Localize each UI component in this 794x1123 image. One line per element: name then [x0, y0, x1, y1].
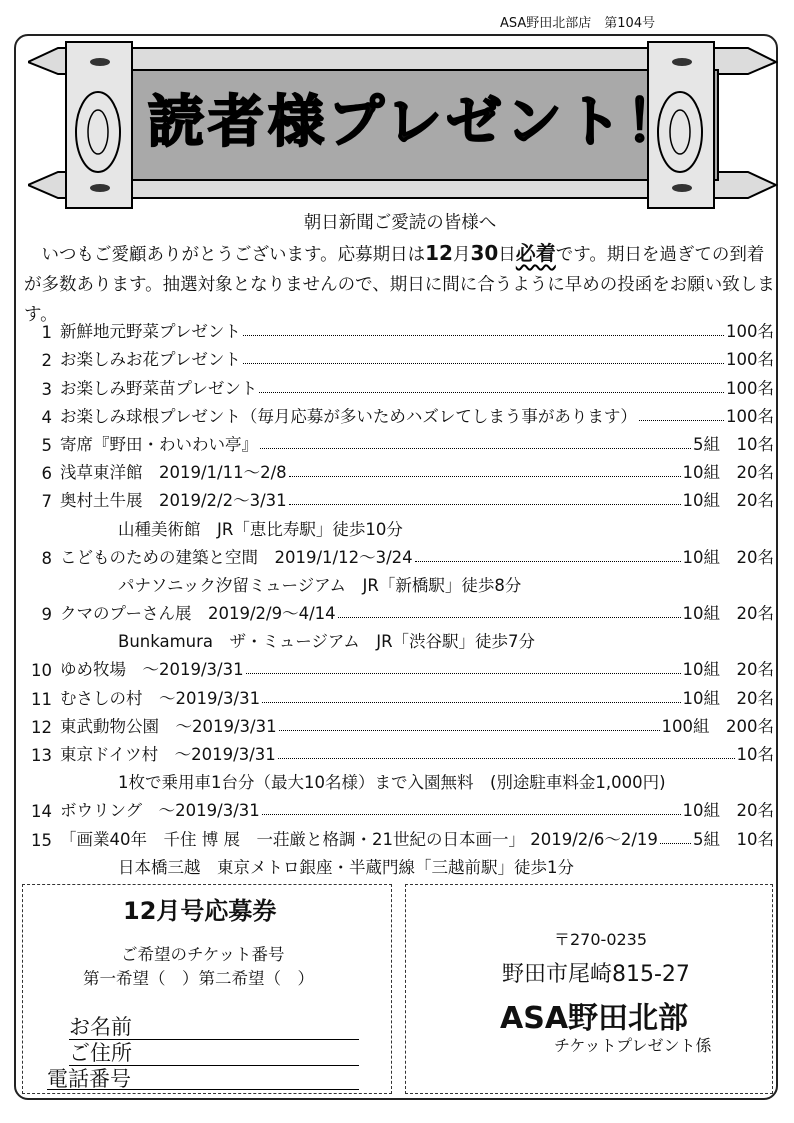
prize-number: 7 — [41, 492, 52, 512]
banner-title: 読者様プレゼント！ — [148, 90, 686, 155]
prize-row — [26, 370, 774, 398]
prize-quantity: 10組 20名 — [682, 547, 774, 567]
prize-venue-note — [26, 624, 774, 652]
prize-name: 寄席『野田・わいわい亭』 — [60, 434, 258, 454]
prize-number: 1 — [41, 323, 52, 343]
prize-quantity: 5組 10名 — [693, 434, 774, 454]
dot-leader — [279, 730, 660, 731]
dot-leader — [289, 504, 681, 505]
prize-name: 浅草東洋館 2019/1/11～2/8 — [60, 463, 287, 483]
dot-leader — [289, 476, 681, 477]
prize-quantity: 10名 — [736, 745, 774, 764]
prize-number: 9 — [41, 605, 52, 625]
dot-leader — [246, 673, 681, 674]
prize-quantity: 100名 — [726, 322, 774, 342]
prize-row — [26, 821, 774, 849]
coupon-ticket-number-label: ご希望のチケット番号 — [121, 945, 285, 964]
prize-row — [26, 596, 774, 624]
phone-label: 電話番号 — [47, 1067, 131, 1091]
prize-number: 2 — [41, 351, 52, 371]
prize-number: 4 — [41, 407, 52, 427]
prize-quantity: 10組 20名 — [682, 604, 774, 624]
prize-list — [26, 314, 774, 878]
venue-note-text: 日本橋三越 東京メトロ銀座・半蔵門線「三越前駅」徒歩1分 — [118, 857, 574, 877]
coupon-title: 12月号応募券 — [123, 897, 277, 925]
prize-quantity: 10組 20名 — [682, 660, 774, 680]
name-label: お名前 — [69, 1015, 132, 1039]
prize-row — [26, 399, 774, 427]
dot-leader — [660, 843, 691, 844]
prize-name: ボウリング ～2019/3/31 — [60, 801, 260, 821]
intro-section — [24, 208, 776, 330]
prize-row — [26, 483, 774, 511]
venue-note-text: 1枚で乗用車1台分（最大10名様）まで入園無料 (別途駐車料金1,000円) — [118, 773, 666, 793]
recipient-name: ASA野田北部 — [500, 1001, 689, 1036]
prize-row — [26, 680, 774, 708]
prize-row — [26, 314, 774, 342]
issue-header: ASA野田北部店 第104号 — [500, 16, 656, 31]
prize-number: 8 — [41, 548, 52, 568]
dot-leader — [259, 392, 724, 393]
coupon-preference-line: 第一希望（ ）第二希望（ ） — [83, 969, 314, 988]
address-label: ご住所 — [69, 1041, 132, 1065]
prize-number: 3 — [41, 379, 52, 399]
prize-venue-note — [26, 850, 774, 878]
prize-venue-note — [26, 765, 774, 793]
application-coupon — [22, 884, 392, 1094]
prize-row — [26, 342, 774, 370]
prize-row — [26, 455, 774, 483]
venue-note-text: パナソニック汐留ミュージアム JR「新橋駅」徒歩8分 — [118, 575, 522, 595]
venue-note-text: 山種美術館 JR「恵比寿駅」徒歩10分 — [118, 519, 403, 539]
city-address: 野田市尾崎815-27 — [502, 962, 690, 987]
prize-row — [26, 427, 774, 455]
prize-name: お楽しみお花プレゼント — [60, 350, 241, 370]
prize-row — [26, 709, 774, 737]
mailing-address — [405, 884, 773, 1094]
deadline-day: 30 — [470, 241, 499, 265]
dot-leader — [338, 617, 681, 618]
dot-leader — [639, 420, 724, 421]
dot-leader — [243, 363, 724, 364]
prize-venue-note — [26, 511, 774, 539]
prize-name: むさしの村 ～2019/3/31 — [60, 688, 261, 708]
prize-row — [26, 793, 774, 821]
prize-name: 東武動物公園 ～2019/3/31 — [60, 716, 277, 736]
prize-number: 14 — [31, 802, 52, 822]
venue-note-text: Bunkamura ザ・ミュージアム JR「渋谷駅」徒歩7分 — [118, 632, 536, 652]
deadline-month: 12 — [425, 241, 453, 265]
prize-quantity: 10組 20名 — [682, 463, 774, 483]
prize-name: 奥村土牛展 2019/2/2～3/31 — [60, 491, 287, 511]
prize-venue-note — [26, 568, 774, 596]
prize-number: 12 — [31, 717, 52, 737]
prize-number: 13 — [31, 746, 52, 765]
dot-leader — [415, 561, 681, 562]
prize-name: お楽しみ野菜苗プレゼント — [60, 378, 258, 398]
prize-number: 15 — [31, 830, 52, 850]
intro-paragraph: いつもご愛顧ありがとうございます。応募期日は12月30日必着です。期日を過ぎての到着が多数あります。抽選対象となりませんので、期日に間に合うように早めの投函をお願い致します。 — [24, 241, 775, 325]
prize-quantity: 5組 10名 — [693, 829, 774, 849]
prize-quantity: 100名 — [726, 350, 774, 370]
prize-number: 11 — [31, 689, 52, 709]
dot-leader — [262, 814, 681, 815]
prize-quantity: 100組 200名 — [661, 716, 774, 736]
greeting: 朝日新聞ご愛読の皆様へ — [303, 213, 497, 233]
recipient-department: チケットプレゼント係 — [554, 1036, 712, 1055]
prize-name: 東京ドイツ村 ～2019/3/31 — [60, 745, 276, 764]
prize-number: 6 — [41, 464, 52, 484]
prize-quantity: 100名 — [726, 406, 774, 426]
dot-leader — [243, 335, 724, 336]
prize-quantity: 10組 20名 — [682, 491, 774, 511]
dot-leader — [262, 702, 680, 703]
prize-row — [26, 652, 774, 680]
prize-name: クマのプーさん展 2019/2/9～4/14 — [60, 604, 336, 624]
prize-row — [26, 737, 774, 765]
dot-leader — [260, 448, 691, 449]
must-arrive-label: 必着 — [515, 241, 556, 265]
prize-number: 5 — [41, 435, 52, 455]
prize-number: 10 — [31, 661, 52, 681]
prize-name: こどものための建築と空間 2019/1/12～3/24 — [60, 547, 413, 567]
prize-name: お楽しみ球根プレゼント（毎月応募が多いためハズレてしまう事があります） — [60, 406, 637, 426]
dot-leader — [278, 758, 735, 759]
prize-name: 「画業40年 千住 博 展 一荘厳と格調・21世紀の日本画一」 2019/2/6～2/19 — [60, 829, 658, 849]
prize-quantity: 100名 — [726, 378, 774, 398]
prize-name: 新鮮地元野菜プレゼント — [60, 322, 241, 342]
prize-row — [26, 540, 774, 568]
prize-quantity: 10組 20名 — [682, 801, 774, 821]
prize-quantity: 10組 20名 — [682, 688, 774, 708]
phone-field[interactable] — [47, 1089, 359, 1090]
prize-name: ゆめ牧場 ～2019/3/31 — [60, 660, 244, 680]
postal-code: 〒270-0235 — [554, 930, 648, 949]
